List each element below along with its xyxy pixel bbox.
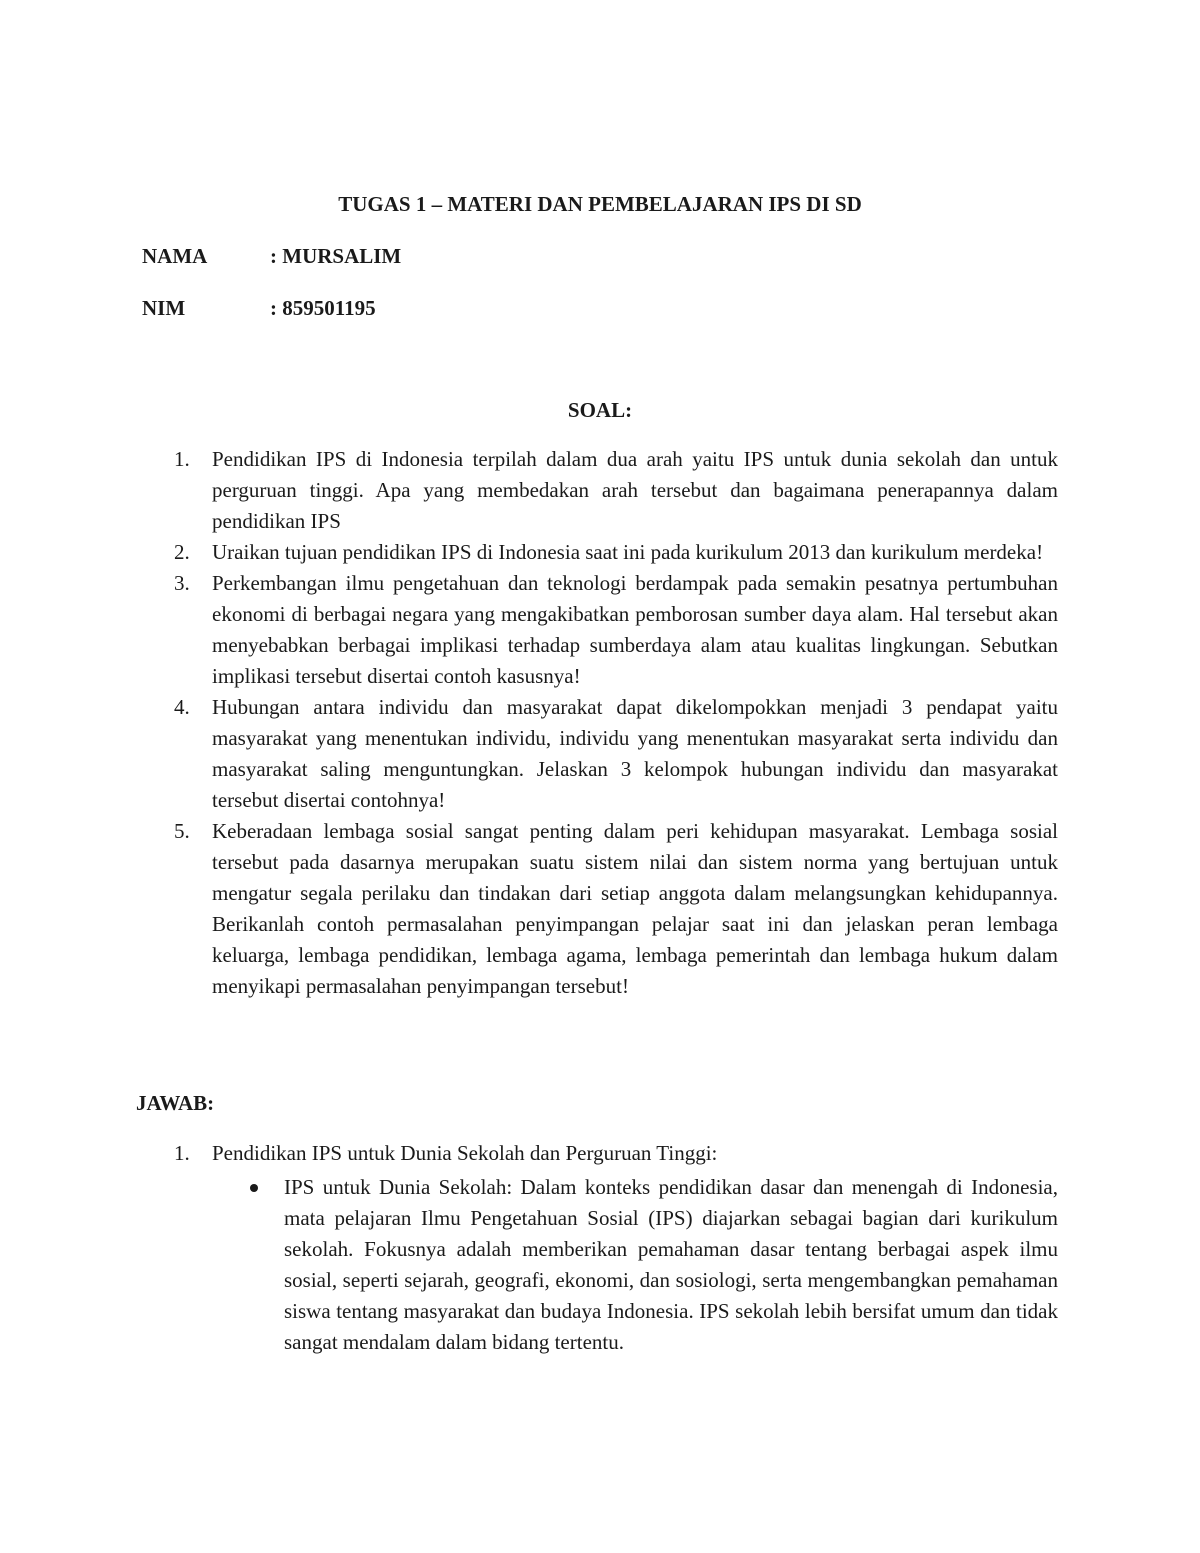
soal-item (174, 537, 1058, 568)
jawab-item-text: Pendidikan IPS untuk Dunia Sekolah dan Perguruan Tinggi: (212, 1141, 718, 1165)
soal-item-text: Pendidikan IPS di Indonesia terpilah dalam dua arah yaitu IPS untuk dunia sekolah dan untuk perguruan tinggi. Apa yang membedakan arah tersebut dan bagaimana penerapannya dalam pendidikan IPS (212, 447, 1058, 533)
soal-item (174, 568, 1058, 692)
nama-value: : MURSALIM (270, 244, 402, 268)
soal-item-text: Hubungan antara individu dan masyarakat dapat dikelompokkan menjadi 3 pendapat yaitu masyarakat yang menentukan individu, individu yang menentukan masyarakat serta individu dan masyarakat saling menguntungkan. Jelaskan 3 kelompok hubungan individu dan masyarakat tersebut disertai contohnya! (212, 695, 1058, 812)
nama-label: NAMA (142, 244, 208, 268)
soal-item-number: 1. (174, 447, 190, 471)
soal-item-number: 4. (174, 695, 190, 719)
nama-field (142, 244, 401, 269)
nim-label: NIM (142, 296, 186, 320)
soal-item-text: Keberadaan lembaga sosial sangat penting dalam peri kehidupan masyarakat. Lembaga sosial tersebut pada dasarnya merupakan suatu sistem nilai dan sistem norma yang bertujuan untuk mengatur segala perilaku dan tindakan dari setiap anggota dalam melangsungkan kehidupannya. Berikanlah contoh permasalahan penyimpangan pelajar saat ini dan jelaskan peran lembaga keluarga, lembaga pendidikan, lembaga agama, lembaga pemerintah dan lembaga hukum dalam menyikapi permasalahan penyimpangan tersebut! (212, 819, 1058, 998)
soal-item-text: Perkembangan ilmu pengetahuan dan teknologi berdampak pada semakin pesatnya pertumbuhan ekonomi di berbagai negara yang mengakibatkan pemborosan sumber daya alam. Hal tersebut akan menyebabkan berbagai implikasi terhadap sumberdaya alam atau kualitas lingkungan. Sebutkan implikasi tersebut disertai contoh kasusnya! (212, 571, 1058, 688)
jawab-item (174, 1138, 1058, 1169)
nim-field (142, 296, 376, 321)
soal-item-number: 5. (174, 819, 190, 843)
document-title: TUGAS 1 – MATERI DAN PEMBELAJARAN IPS DI SD (338, 192, 862, 216)
soal-item-text: Uraikan tujuan pendidikan IPS di Indonesia saat ini pada kurikulum 2013 dan kurikulum merdeka! (212, 540, 1044, 564)
jawab-bullet (284, 1172, 1058, 1358)
soal-item (174, 816, 1058, 1002)
soal-item (174, 444, 1058, 537)
soal-list (0, 444, 1200, 1002)
soal-item (174, 692, 1058, 816)
soal-heading: SOAL: (567, 398, 633, 422)
jawab-bullet-text: IPS untuk Dunia Sekolah: Dalam konteks pendidikan dasar dan menengah di Indonesia, mata pelajaran Ilmu Pengetahuan Sosial (IPS) diajarkan sebagai bagian dari kurikulum sekolah. Fokusnya adalah memberikan pemahaman dasar tentang berbagai aspek ilmu sosial, seperti sejarah, geografi, ekonomi, dan sosiologi, serta mengembangkan pemahaman siswa tentang masyarakat dan budaya Indonesia. IPS sekolah lebih bersifat umum dan tidak sangat mendalam dalam bidang tertentu. (284, 1175, 1058, 1354)
soal-item-number: 2. (174, 540, 190, 564)
soal-item-number: 3. (174, 571, 190, 595)
nim-value: : 859501195 (270, 296, 376, 320)
jawab-item-number: 1. (174, 1141, 190, 1165)
bullet-icon (250, 1184, 258, 1192)
jawab-heading: JAWAB: (136, 1091, 215, 1115)
